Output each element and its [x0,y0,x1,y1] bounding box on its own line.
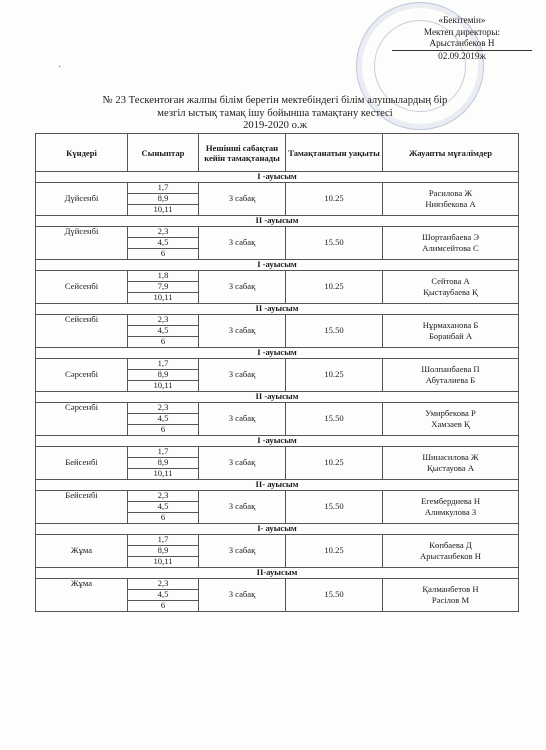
teacher-name: Шолпанбаева П [421,364,480,374]
day-cell: Сәрсенбі [36,359,128,392]
teachers-cell [383,535,519,568]
teacher-name: Нұрмаханова Б [422,320,479,330]
teacher-name: Абуталиева Б [425,375,476,385]
header-row [36,134,519,172]
class-cell: 4,5 [128,238,199,249]
day-cell: Жұма [36,535,128,568]
shift-row [36,172,519,183]
document-title [60,95,490,133]
teacher-name: Арыстанбеков Н [420,551,481,561]
class-cell: 1,7 [128,447,199,458]
teachers-cell [383,271,519,304]
class-cell: 10,11 [128,205,199,216]
time-cell: 15.50 [286,403,383,436]
teacher-name: Алимкулова З [424,507,477,517]
teacher-name: Ниязбекова А [425,199,476,209]
class-cell: 6 [128,337,199,348]
class-cell: 2,3 [128,491,199,502]
approval-block [392,15,532,62]
class-cell: 4,5 [128,590,199,601]
shift-row [36,436,519,447]
class-cell: 2,3 [128,315,199,326]
title-line-2: мезгіл ыстық тамақ ішу бойынша тамақтану кестесі [157,107,393,119]
table-row [36,447,519,458]
class-cell: 2,3 [128,403,199,414]
shift-row [36,392,519,403]
lesson-cell: 3 сабақ [199,227,286,260]
time-cell: 10.25 [286,271,383,304]
lesson-cell: 3 сабақ [199,579,286,612]
class-cell: 6 [128,513,199,524]
teachers-cell [383,227,519,260]
lesson-cell: 3 сабақ [199,271,286,304]
class-cell: 2,3 [128,227,199,238]
shift-row [36,260,519,271]
teachers-cell [383,447,519,480]
teacher-name: Боранбай А [428,331,473,341]
teacher-name: Расилова Ж [428,188,473,198]
time-cell: 15.50 [286,579,383,612]
day-cell: Жұма [36,579,128,612]
teacher-name: Рәсілов М [431,595,470,605]
class-cell: 4,5 [128,414,199,425]
class-cell: 8,9 [128,458,199,469]
time-cell: 10.25 [286,359,383,392]
table-row [36,315,519,326]
shift-row [36,568,519,579]
class-cell: 7,9 [128,282,199,293]
header-lesson: Нешінші сабақтан кейін тамақтанады [199,134,286,172]
class-cell: 1,8 [128,271,199,282]
day-cell: Сәрсенбі [36,403,128,436]
time-cell: 10.25 [286,183,383,216]
class-cell: 10,11 [128,293,199,304]
class-cell: 1,7 [128,359,199,370]
class-cell: 6 [128,249,199,260]
table-row [36,359,519,370]
shift-label: II -ауысым [36,392,519,403]
table-row [36,227,519,238]
lesson-cell: 3 сабақ [199,447,286,480]
day-cell: Дүйсенбі [36,227,128,260]
shift-row [36,348,519,359]
teacher-name: Хамзаев Қ [431,419,470,429]
time-cell: 10.25 [286,447,383,480]
shift-row [36,524,519,535]
class-cell: 8,9 [128,194,199,205]
lesson-cell: 3 сабақ [199,183,286,216]
teacher-name: Сейтова А [431,276,470,286]
day-cell: Бейсенбі [36,491,128,524]
day-cell: Сейсенбі [36,315,128,348]
table-row [36,403,519,414]
table-row [36,183,519,194]
teachers-cell [383,579,519,612]
shift-label: II- ауысым [36,480,519,491]
teachers-cell [383,315,519,348]
class-cell: 10,11 [128,381,199,392]
table-row [36,491,519,502]
table-row [36,579,519,590]
shift-label: II-ауысым [36,568,519,579]
teachers-cell [383,491,519,524]
class-cell: 6 [128,601,199,612]
time-cell: 15.50 [286,315,383,348]
class-cell: 2,3 [128,579,199,590]
class-cell: 4,5 [128,326,199,337]
shift-row [36,304,519,315]
teacher-name: Шортанбаева Э [421,232,479,242]
class-cell: 6 [128,425,199,436]
title-line-1: № 23 Тескентоған жалпы білім беретін мектебіндегі білім алушылардың бір [102,95,448,106]
shift-label: I -ауысым [36,260,519,271]
lesson-cell: 3 сабақ [199,315,286,348]
class-cell: 4,5 [128,502,199,513]
class-cell: 8,9 [128,546,199,557]
time-cell: 15.50 [286,491,383,524]
shift-label: II -ауысым [36,304,519,315]
class-cell: 1,7 [128,183,199,194]
teacher-name: Егембердиева Н [420,496,481,506]
teacher-name: Қыстауова А [426,463,475,473]
class-cell: 10,11 [128,557,199,568]
teachers-cell [383,403,519,436]
teachers-cell [383,183,519,216]
schedule-header [36,134,519,172]
shift-label: II -ауысым [36,216,519,227]
teacher-name: Көпбаева Д [429,540,472,550]
shift-label: I -ауысым [36,172,519,183]
class-cell: 1,7 [128,535,199,546]
header-teachers: Жауапты мұғалімдер [383,134,519,172]
class-cell: 8,9 [128,370,199,381]
shift-label: I -ауысым [36,348,519,359]
teacher-name: Қыстаубаева Қ [423,287,478,297]
title-line-3: 2019-2020 о.ж [243,120,307,131]
teacher-name: Қалманбетов Н [422,584,479,594]
approval-director-name: Арыстанбеков Н [392,38,532,51]
header-time: Тамақтанатын уақыты [286,134,383,172]
time-cell: 10.25 [286,535,383,568]
shift-label: I- ауысым [36,524,519,535]
teacher-name: Шинасилова Ж [422,452,479,462]
lesson-cell: 3 сабақ [199,535,286,568]
approval-date: 02.09.2019ж [438,50,486,61]
approval-heading: «Бекітемін» [438,15,486,25]
time-cell: 15.50 [286,227,383,260]
shift-row [36,480,519,491]
table-row [36,271,519,282]
schedule-body [36,172,519,612]
shift-label: I -ауысым [36,436,519,447]
approval-position: Мектеп директоры: [423,26,501,37]
header-days: Күндері [36,134,128,172]
teacher-name: Алимсейтова С [422,243,479,253]
day-cell: Сейсенбі [36,271,128,304]
schedule-table [35,133,519,612]
day-cell: Бейсенбі [36,447,128,480]
teachers-cell [383,359,519,392]
class-cell: 10,11 [128,469,199,480]
day-cell: Дүйсенбі [36,183,128,216]
lesson-cell: 3 сабақ [199,359,286,392]
lesson-cell: 3 сабақ [199,403,286,436]
header-classes: Сыныптар [128,134,199,172]
teacher-name: Умирбекова Р [425,408,476,418]
scan-mark: · [58,62,62,73]
lesson-cell: 3 сабақ [199,491,286,524]
table-row [36,535,519,546]
shift-row [36,216,519,227]
